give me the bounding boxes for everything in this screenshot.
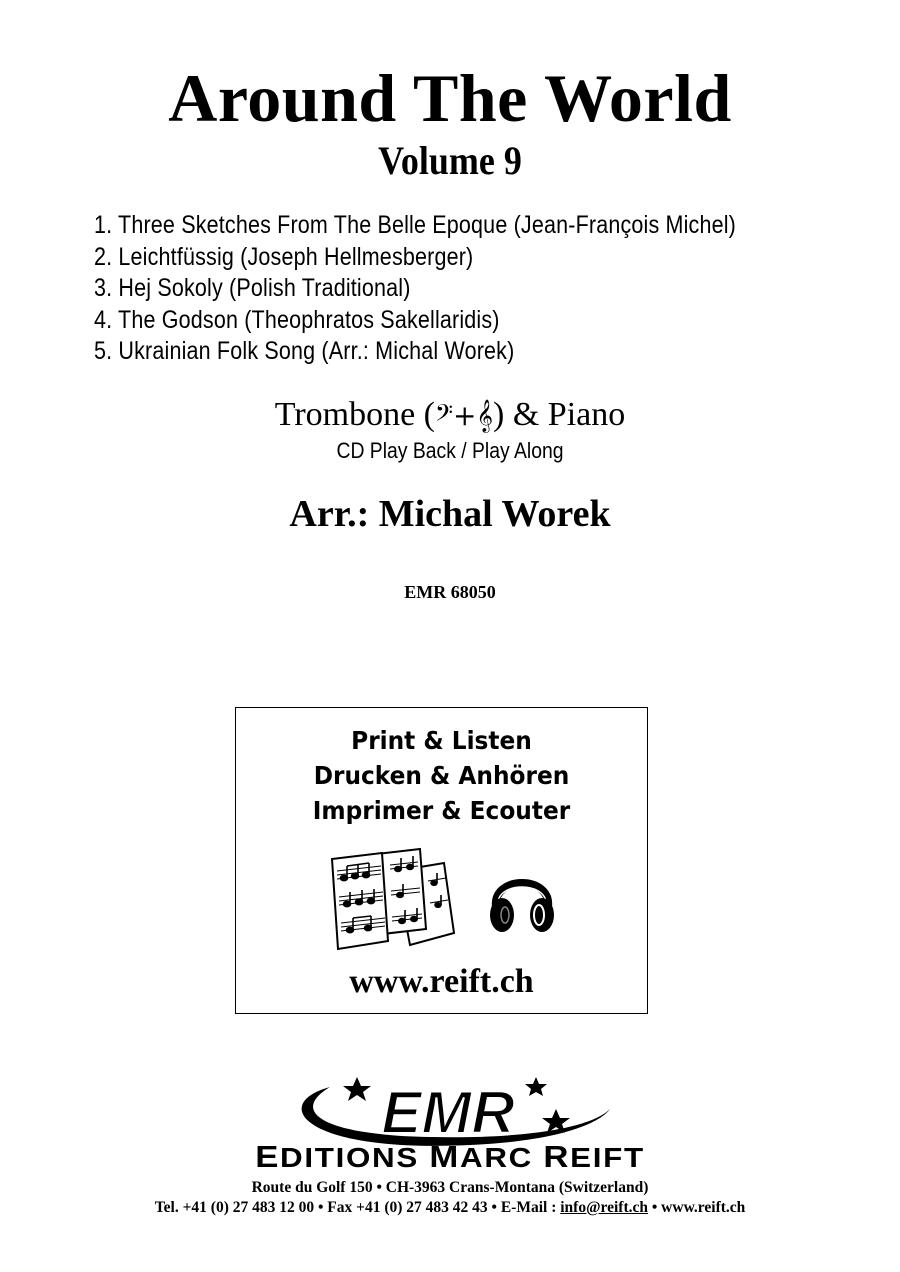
piece-item: 2. Leichtfüssig (Joseph Hellmesberger)	[94, 242, 474, 271]
piece-item: 5. Ukrainian Folk Song (Arr.: Michal Worek)	[94, 337, 515, 365]
publisher-name-part: R	[543, 1139, 571, 1174]
catalog-number: EMR 68050	[404, 582, 496, 602]
publisher-address: Route du Golf 150 • CH-3963 Crans-Montana (Switzerland)	[251, 1179, 649, 1196]
emr-logo-text: EMR	[381, 1079, 515, 1146]
publisher-name-part: DITIONS	[280, 1142, 430, 1173]
sheet-music-icon	[328, 845, 456, 957]
piece-item: 4. The Godson (Theophratos Sakellaridis)	[94, 305, 500, 334]
print-and-listen-box	[235, 707, 648, 1014]
headphones-icon	[486, 861, 558, 937]
instrumentation	[0, 394, 900, 437]
contact-phone-fax: Tel. +41 (0) 27 483 12 00 • Fax +41 (0) 27 483 42 43 • E-Mail :	[154, 1199, 561, 1216]
arranger-credit: Arr.: Michal Worek	[289, 493, 611, 535]
promo-website-link[interactable]: www.reift.ch	[349, 963, 534, 1000]
publisher-name-part: EIFT	[570, 1142, 645, 1173]
contact-website: • www.reift.ch	[648, 1199, 746, 1216]
cd-playback-line: CD Play Back / Play Along	[336, 438, 564, 463]
clef-symbols: 𝄢+𝄞	[435, 399, 494, 432]
volume-subtitle: Volume 9	[378, 138, 522, 183]
instrumentation-end: ) & Piano	[493, 396, 626, 433]
promo-line-german: Drucken & Anhören	[313, 761, 570, 790]
instrumentation-start: Trombone (	[274, 396, 436, 433]
page-title: Around The World	[168, 60, 732, 136]
publisher-name	[0, 1139, 900, 1174]
publisher-name-part: M	[429, 1139, 460, 1174]
publisher-name-part: ARC	[459, 1142, 544, 1173]
piece-list	[94, 210, 884, 368]
publisher-name-part: E	[255, 1139, 281, 1174]
promo-line-french: Imprimer & Ecouter	[312, 796, 571, 825]
publisher-contact	[0, 1199, 900, 1217]
piece-item: 1. Three Sketches From The Belle Epoque (Jean-François Michel)	[94, 211, 737, 239]
email-link[interactable]: info@reift.ch	[560, 1199, 648, 1216]
piece-item: 3. Hej Sokoly (Polish Traditional)	[94, 274, 411, 302]
promo-line-english: Print & Listen	[351, 726, 532, 755]
